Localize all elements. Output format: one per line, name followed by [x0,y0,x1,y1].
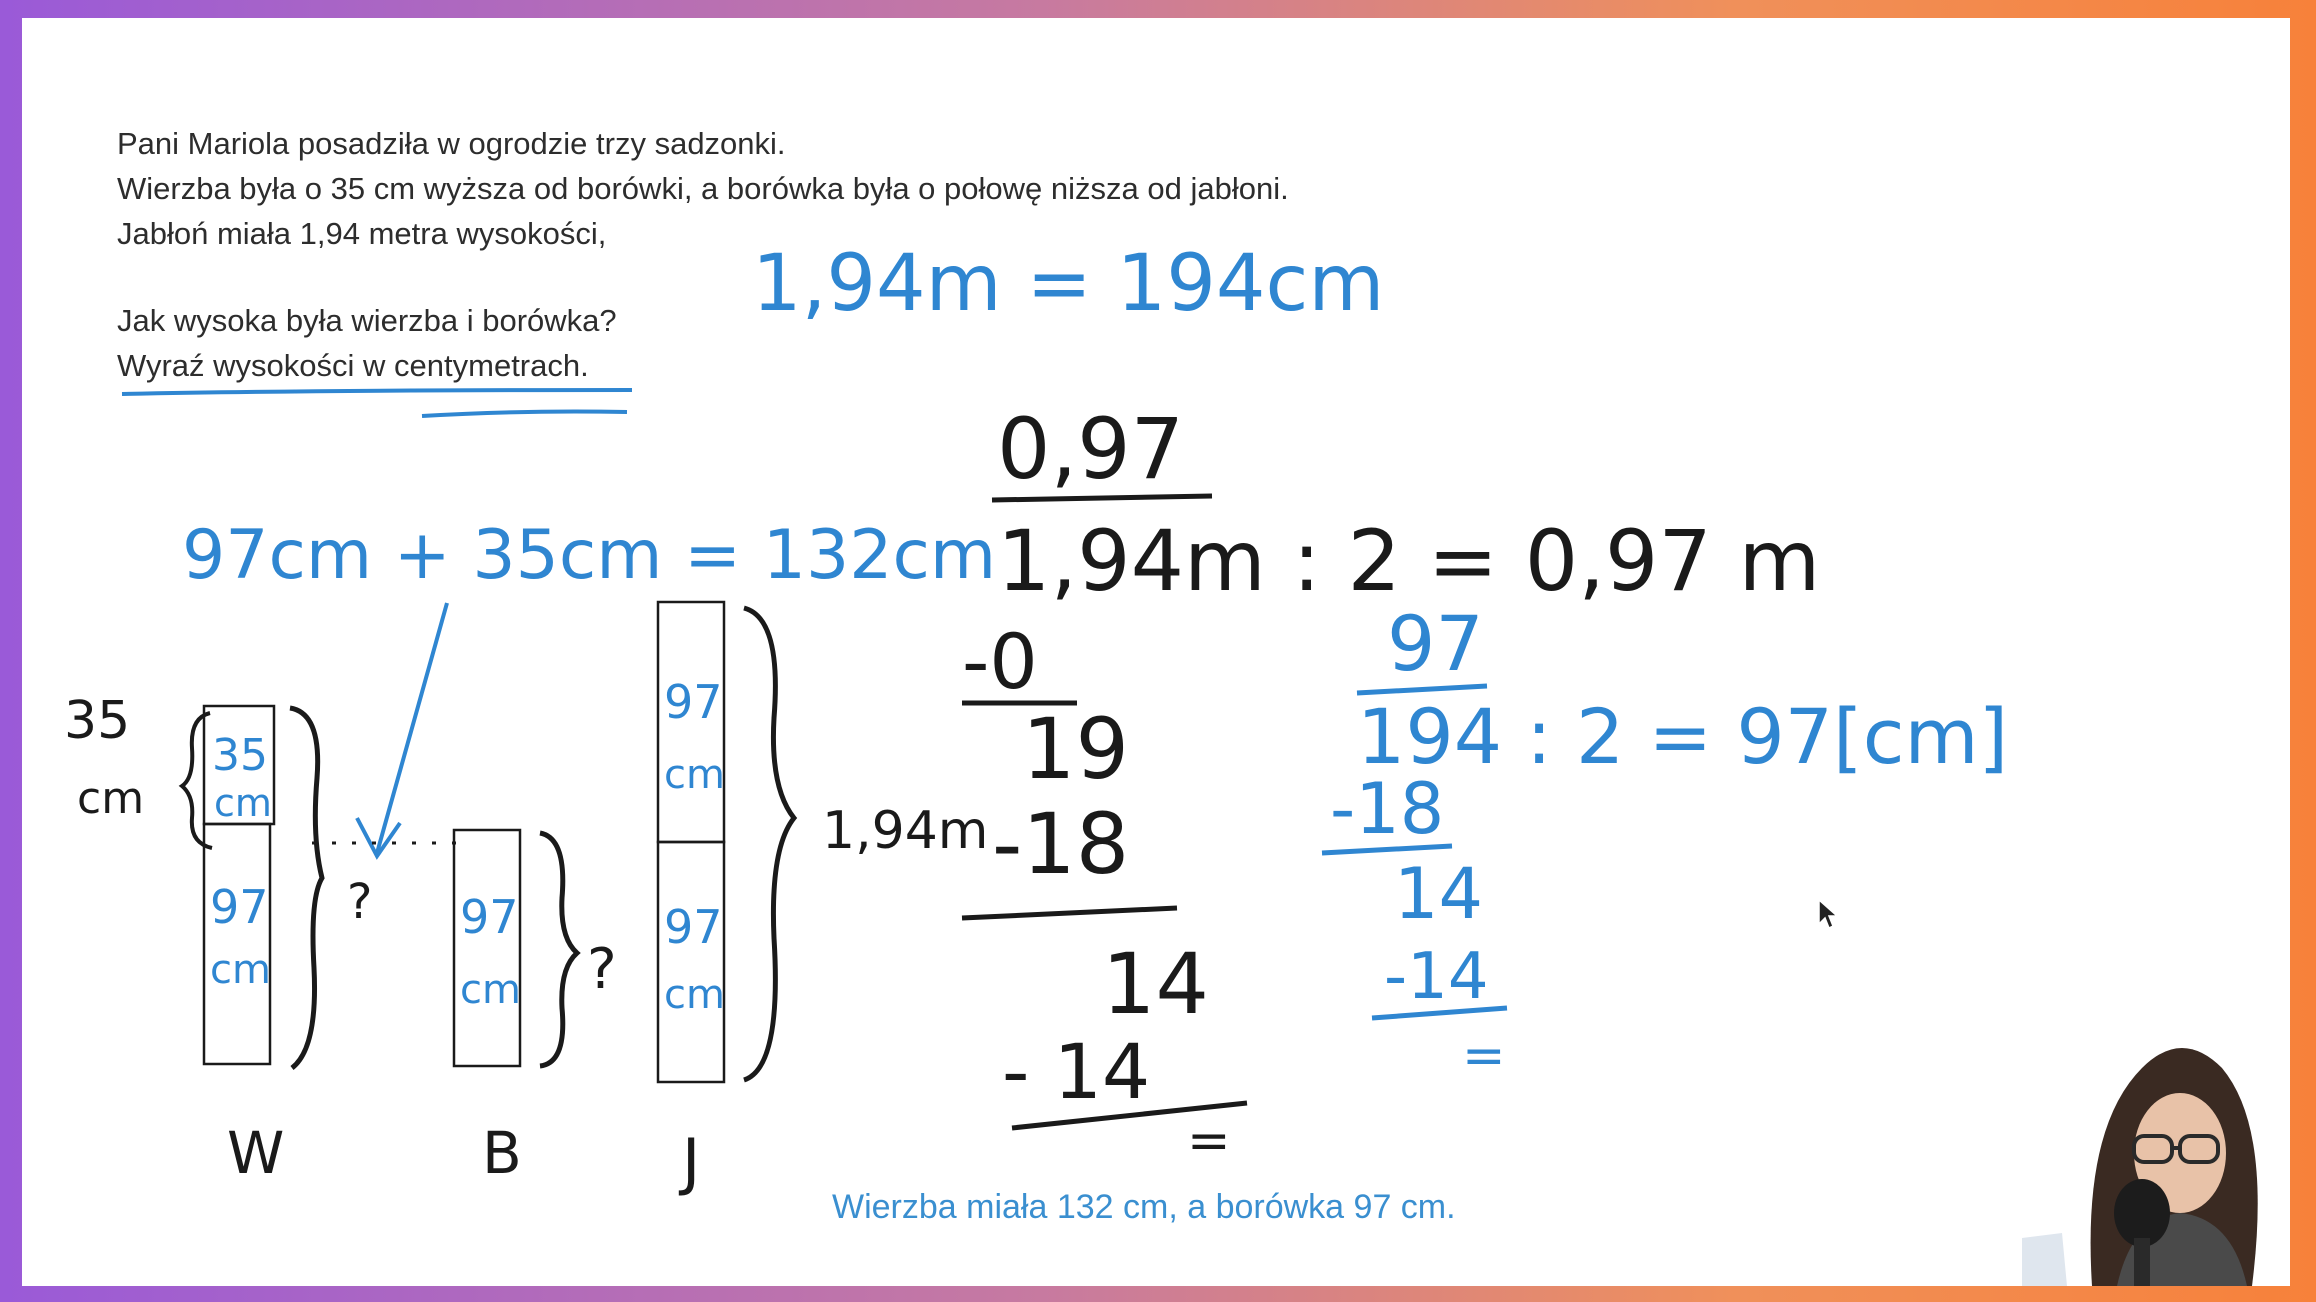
box-b [454,830,520,1066]
brace-b [540,833,577,1066]
arrow-line [377,603,447,853]
decimal-step-14: 14 [1102,935,1209,1033]
mouse-pointer-icon [1817,898,1839,930]
problem-line-1: Pani Mariola posadziła w ogrodzie trzy sadzonki. [117,126,786,161]
label-b: B [482,1119,522,1187]
question-mark-w: ? [347,874,373,930]
brace-j [744,608,794,1080]
question-mark-b: ? [587,937,617,1002]
label-194m: 1,94m [822,801,989,861]
integer-step-14: 14 [1394,853,1484,935]
box-j-bottom-unit: cm [664,972,725,1018]
box-j-top-value: 97 [664,675,723,729]
label-35: 35 [64,691,131,751]
label-35-unit: cm [77,773,145,824]
integer-quotient: 97 [1387,599,1484,688]
question-line-2: Wyraź wysokości w centymetrach. [117,348,589,383]
box-w-bottom-unit: cm [210,947,271,993]
brace-35cm [182,713,212,848]
integer-division: 194 : 2 = 97[cm] [1357,692,2009,781]
question-line-1: Jak wysoka była wierzba i borówka? [117,303,617,338]
decimal-step-minus-18: -18 [992,795,1130,893]
integer-step-minus-18: -18 [1330,768,1445,850]
box-w-bottom [204,824,270,1064]
box-j-top-unit: cm [664,752,725,798]
decimal-division: 1,94m : 2 = 0,97 m [997,512,1821,610]
box-w-top-unit: cm [214,781,272,825]
decimal-step-minus-0: -0 [962,617,1038,706]
conversion-note: 1,94m = 194cm [752,239,1385,329]
problem-line-2: Wierzba była o 35 cm wyższa od borówki, a borówka była o połowę niższa od jabłoni. [117,171,1289,206]
integer-step-minus-14: -14 [1384,940,1489,1014]
label-w: W [227,1119,285,1187]
underline-2 [422,412,627,417]
label-j: J [682,1125,701,1198]
box-j-bottom [658,842,724,1082]
decimal-step-minus-14: - 14 [1002,1027,1151,1116]
presenter-webcam [2022,1008,2290,1286]
box-w-top-value: 35 [212,730,268,781]
sum-note: 97cm + 35cm = 132cm [182,516,997,595]
problem-line-3: Jabłoń miała 1,94 metra wysokości, [117,216,607,251]
presenter-figure [2022,1008,2290,1286]
box-j-bottom-value: 97 [664,900,723,954]
decimal-quotient: 0,97 [997,400,1185,498]
decimal-step-19: 19 [1022,700,1129,798]
box-b-value: 97 [460,890,519,944]
answer-text: Wierzba miała 132 cm, a borówka 97 cm. [832,1188,1456,1226]
underline-1 [122,390,632,394]
integer-step-equals: = [1462,1026,1506,1086]
brace-w [290,708,322,1068]
handwriting-layer [22,18,2290,1286]
whiteboard [22,18,2290,1286]
box-b-unit: cm [460,967,521,1013]
decimal-step-line-2 [962,908,1177,918]
box-w-bottom-value: 97 [210,880,269,934]
decimal-step-equals: = [1187,1111,1231,1171]
